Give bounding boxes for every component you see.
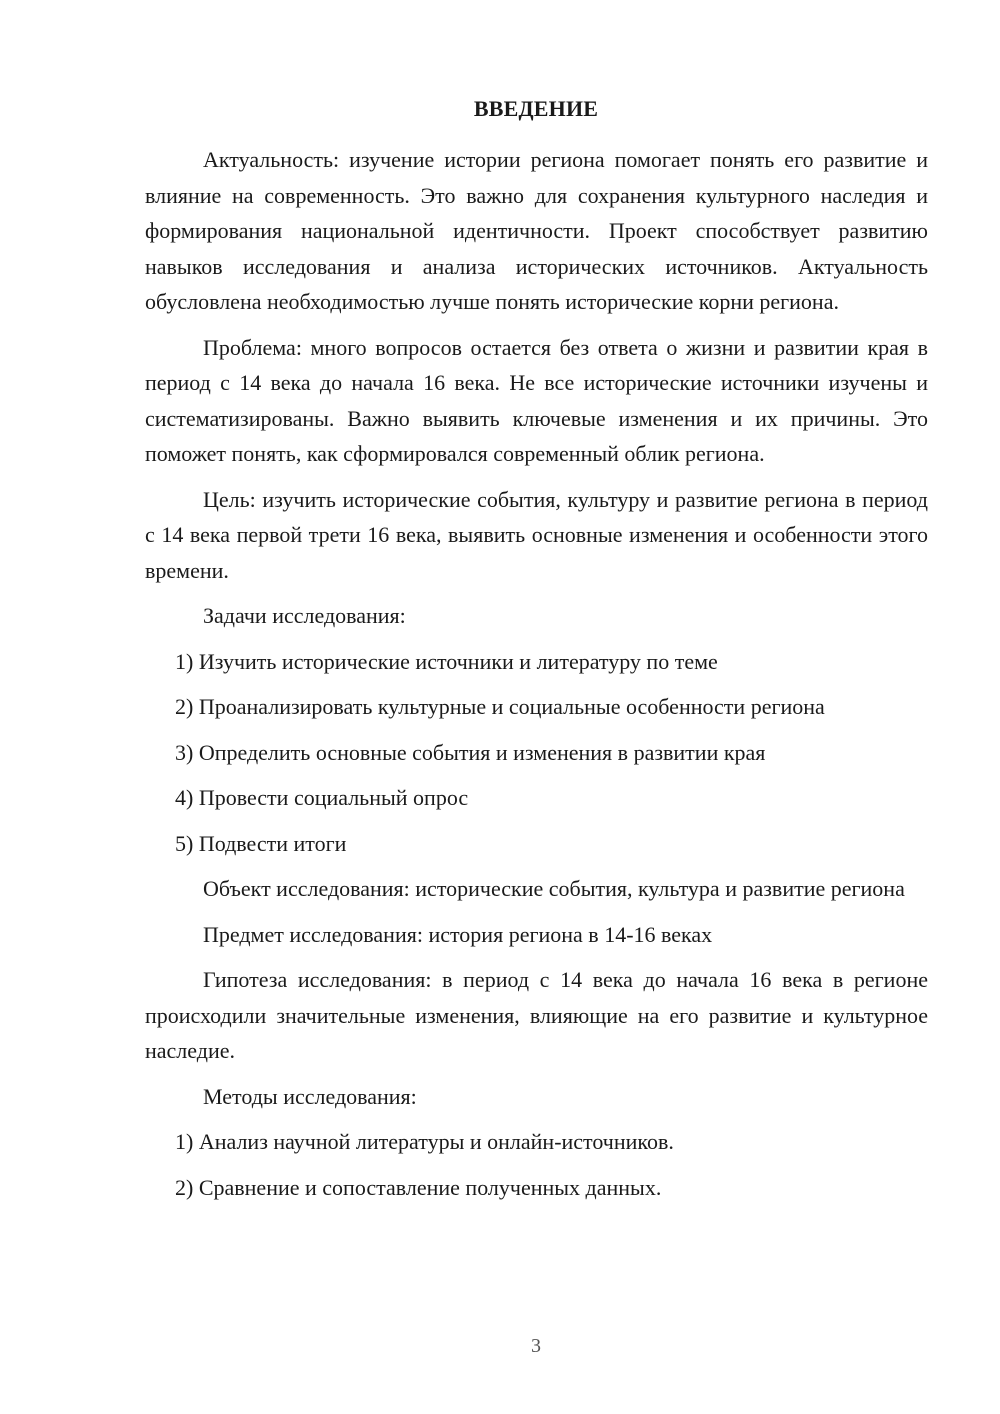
list-item: 2) Сравнение и сопоставление полученных данных. [175, 1174, 662, 1200]
list-item: 3) Определить основные события и изменения в развитии края [175, 739, 766, 765]
paragraph-problem: Проблема: много вопросов остается без ответа о жизни и развитии края в период с 14 века до начала 16 века. Не все исторические источники изучены и систематизированы. Важно выявить ключевые изменения и их причины. Это поможет понять, как сформировался современный облик региона. [145, 334, 928, 466]
paragraph-object: Объект исследования: исторические события, культура и развитие региона [203, 876, 905, 901]
list-item: 5) Подвести итоги [175, 830, 347, 856]
list-item: 2) Проанализировать культурные и социальные особенности региона [175, 694, 825, 719]
tasks-list [145, 644, 928, 862]
page-title: ВВЕДЕНИЕ [473, 96, 599, 121]
list-item: 1) Изучить исторические источники и литературу по теме [175, 648, 718, 674]
document-body [145, 142, 928, 1215]
list-item: 4) Провести социальный опрос [175, 785, 469, 810]
tasks-heading: Задачи исследования: [203, 603, 406, 628]
paragraph-relevance: Актуальность: изучение истории региона помогает понять его развитие и влияние на современность. Это важно для сохранения культурного наследия и формирования национальной идентичности. Проект способствует развитию навыков исследования и анализа исторических источников. Актуальность обусловлена необходимостью лучше понять исторические корни региона. [145, 147, 928, 314]
methods-list [145, 1124, 928, 1205]
page-number: 3 [531, 1335, 541, 1357]
paragraph-goal: Цель: изучить исторические события, культуру и развитие региона в период с 14 века первой трети 16 века, выявить основные изменения и особенности этого времени. [145, 486, 928, 583]
list-item: 1) Анализ научной литературы и онлайн-источников. [175, 1129, 674, 1154]
methods-heading: Методы исследования: [203, 1083, 417, 1109]
paragraph-hypothesis: Гипотеза исследования: в период с 14 века до начала 16 века в регионе происходили значительные изменения, влияющие на его развитие и культурное наследие. [145, 967, 928, 1063]
paragraph-subject: Предмет исследования: история региона в 14-16 веках [203, 921, 713, 947]
